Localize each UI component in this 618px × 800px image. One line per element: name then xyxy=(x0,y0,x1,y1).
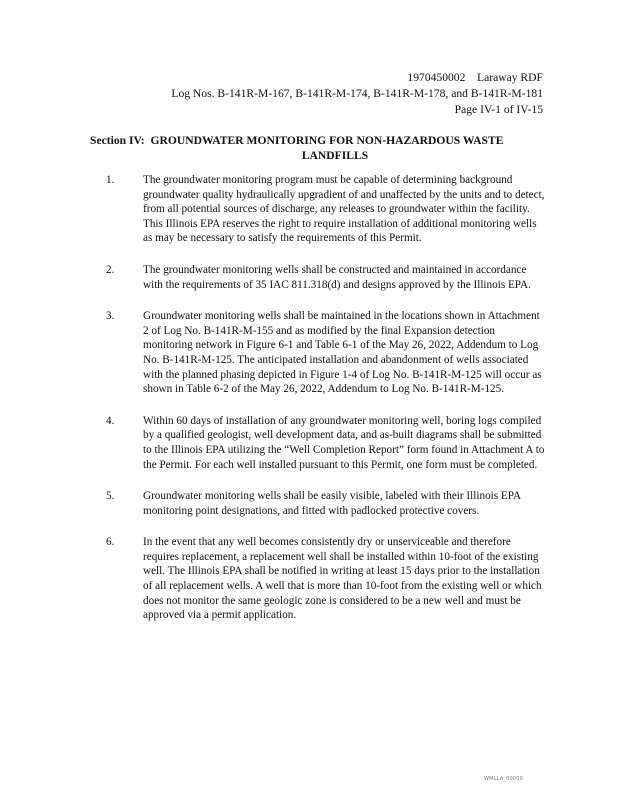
item-text: The groundwater monitoring program must be capable of determining background groundwater quality hydraulically upgradient of and unaffected by the units and to detect, from all potential sources of discharge, any releases to groundwater within the facility. This Illinois EPA reserves the right to require installation of additional monitoring wells as may be necessary to satisfy the requirements of this Permit. xyxy=(143,174,545,245)
section-title xyxy=(90,133,550,163)
item-text: Groundwater monitoring wells shall be maintained in the locations shown in Attachment 2 of Log No. B-141R-M-155 and as modified by the final Expansion detection monitoring network in Figure 6-1 and Table 6-1 of the May 26, 2022, Addendum to Log No. B-141R-M-125. The anticipated installation and abandonment of wells associated with the planned phasing depicted in Figure 1-4 of Log No. B-141R-M-125 will occur as shown in Table 6-2 of the May 26, 2022, Addendum to Log No. B-141R-M-125. xyxy=(143,310,542,396)
list-item xyxy=(106,309,546,397)
numbered-list xyxy=(106,173,546,640)
item-text: The groundwater monitoring wells shall be constructed and maintained in accordance with the requirements of 35 IAC 811.318(d) and designs approved by the Illinois EPA. xyxy=(143,263,531,291)
item-number: 1. xyxy=(106,174,115,186)
section-title-line-2: LANDFILLS xyxy=(301,149,369,162)
header-facility-id: 1970450002 Laraway RDF xyxy=(407,71,543,84)
item-number: 4. xyxy=(106,414,115,427)
section-title-line-1: Section IV: GROUNDWATER MONITORING FOR NON-HAZARDOUS WASTE xyxy=(90,134,504,147)
list-item xyxy=(106,173,546,246)
item-number: 3. xyxy=(106,310,115,323)
item-number: 5. xyxy=(106,490,115,503)
page-header xyxy=(171,70,543,118)
item-text: In the event that any well becomes consistently dry or unserviceable and therefore requires replacement, a replacement well shall be installed within 10-foot of the existing well. The Illinois EPA shall be notified in writing at least 15 days prior to the installation of all replacement wells. A well that is more than 10-foot from the existing well or which does not monitor the same geologic zone is considered to be a new well and must be approved via a permit application. xyxy=(143,536,542,622)
header-page-number: Page IV-1 of IV-15 xyxy=(454,103,543,116)
item-number: 6. xyxy=(106,536,115,549)
bates-stamp: WMLLA_00000 xyxy=(484,776,523,782)
item-text: Within 60 days of installation of any groundwater monitoring well, boring logs compiled by a qualified geologist, well development data, and as-built diagrams shall be submitted to the Illinois EPA utilizing the “Well Completion Report” form found in Attachment A to the Permit. For each well installed pursuant to this Permit, one form must be completed. xyxy=(143,414,545,471)
list-item xyxy=(106,263,546,292)
item-number: 2. xyxy=(106,263,115,276)
item-text: Groundwater monitoring wells shall be easily visible, labeled with their Illinois EPA monitoring point designations, and fitted with padlocked protective covers. xyxy=(143,490,521,517)
list-item xyxy=(106,489,546,518)
header-log-numbers: Log Nos. B-141R-M-167, B-141R-M-174, B-141R-M-178, and B-141R-M-181 xyxy=(171,87,543,100)
list-item xyxy=(106,414,546,472)
list-item xyxy=(106,535,546,623)
